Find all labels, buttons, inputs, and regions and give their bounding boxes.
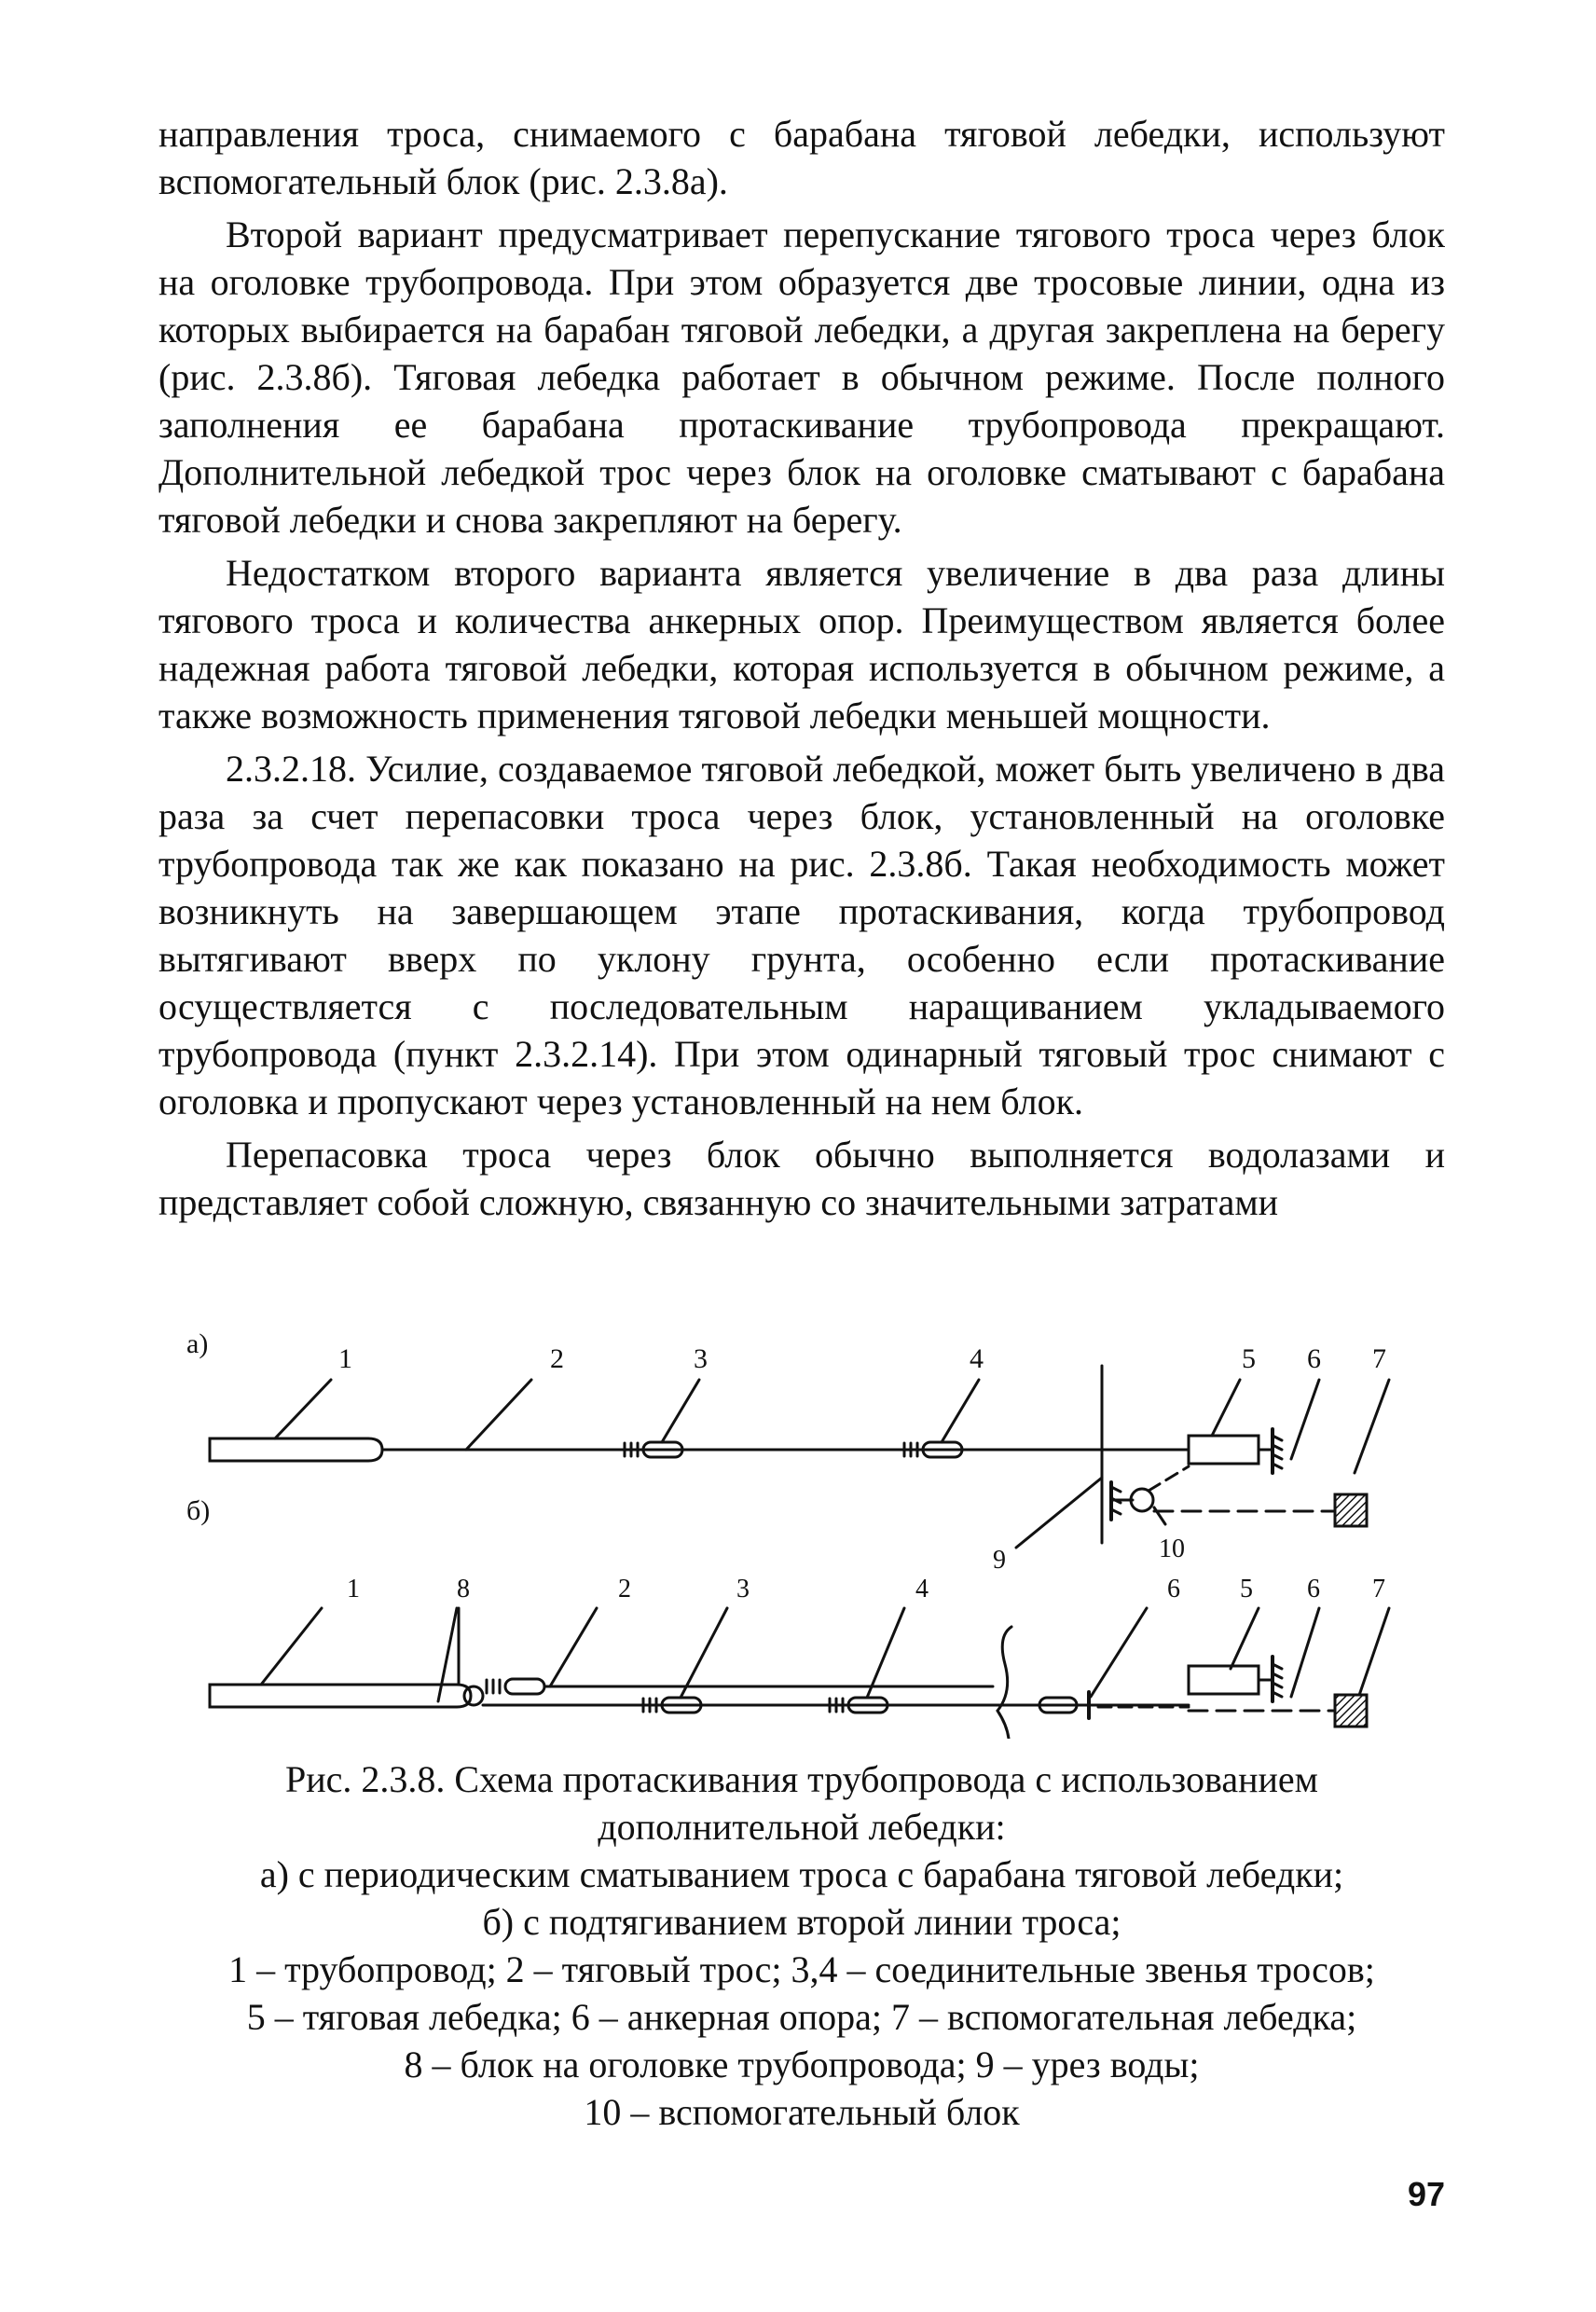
figure-caption [158,1755,1445,2136]
label-a: а) [186,1328,209,1359]
b-tow-winch [1189,1666,1259,1694]
b-water-edge [998,1627,1011,1739]
b-pipe-block [464,1686,483,1705]
b-num-4: 4 [915,1575,929,1603]
a-aux-winch [1335,1494,1367,1526]
a-num-4: 4 [970,1343,984,1374]
caption-line-4: б) с подтягиванием второй линии троса; [482,1901,1121,1943]
a-tow-winch [1189,1436,1259,1464]
a-num-1: 1 [338,1343,352,1374]
a-num-9: 9 [993,1546,1006,1575]
b-num-3: 3 [736,1575,750,1603]
figure-scheme [158,1300,1464,1739]
a-num-10: 10 [1159,1534,1185,1563]
caption-line-7: 8 – блок на оголовке трубопровода; 9 – урез воды; [404,2044,1200,2085]
b-link-upper [487,1679,544,1694]
paragraph-disadvantage: Недостатком второго варианта является увеличение в два раза длины тягового троса и количества анкерных опор. Преимуществом является более надежная работа тяговой лебедки, которая используется в обычном режиме, а также возможность применения тяговой лебедки меньшей мощности. [158,552,1445,736]
caption-line-6: 5 – тяговая лебедка; 6 – анкерная опора; 7 – вспомогательная лебедка; [246,1996,1357,2038]
a-aux-block [1111,1482,1153,1520]
caption-line-1: Рис. 2.3.8. Схема протаскивания трубопровода с использованием [285,1758,1318,1800]
b-num-6b: 6 [1307,1575,1320,1603]
a-num-3: 3 [694,1343,708,1374]
a-num-5: 5 [1242,1343,1256,1374]
b-num-8: 8 [457,1575,470,1603]
b-aux-winch [1335,1695,1367,1727]
b-num-6: 6 [1167,1575,1180,1603]
paragraph-repassing: Перепасовка троса через блок обычно выполняется водолазами и представляет собой сложную, связанную со значительными затратами [158,1134,1445,1223]
a-num-7: 7 [1372,1343,1386,1374]
a-pipeline [210,1438,382,1461]
body-text [158,110,1445,1226]
paragraph-2-3-2-18: 2.3.2.18. Усилие, создаваемое тяговой лебедкой, может быть увеличено в два раза за счет перепасовки троса через блок, установленный на оголовке трубопровода так же как показано на рис. 2.3.8б. Такая необходимость может возникнуть на завершающем этапе протаскивания, когда трубопровод вытягивают вверх по уклону грунта, особенно если протаскивание осуществляется с последовательным наращиванием укладываемого трубопровода (пункт 2.3.2.14). При этом одинарный тяговый трос снимают с оголовка и пропускают через установленный на нем блок. [158,748,1445,1122]
paragraph-continuation: направления троса, снимаемого с барабана тяговой лебедки, используют вспомогательный блок (рис. 2.3.8а). [158,113,1445,202]
b-pipeline [210,1685,471,1707]
caption-line-2: дополнительной лебедки: [598,1806,1006,1848]
label-b: б) [186,1495,211,1526]
caption-line-5: 1 – трубопровод; 2 – тяговый трос; 3,4 – соединительные звенья тросов; [228,1948,1375,1990]
caption-line-3: а) с периодическим сматыванием троса с барабана тяговой лебедки; [259,1853,1344,1895]
paragraph-second-variant: Второй вариант предусматривает перепускание тягового троса через блок на оголовке трубопровода. При этом образуется две тросовые линии, одна из которых выбирается на барабан тяговой лебедки, а другая закреплена на берегу (рис. 2.3.8б). Тяговая лебедка работает в обычном режиме. После полного заполнения ее барабана протаскивание трубопровода прекращают. Дополнительной лебедкой трос через блок на оголовке сматывают с барабана тяговой лебедки и снова закрепляют на берегу. [158,213,1445,541]
page-number: 97 [1407,2175,1445,2213]
a-num-6: 6 [1307,1343,1321,1374]
b-num-7: 7 [1372,1575,1385,1603]
b-num-5: 5 [1240,1575,1253,1603]
b-num-1: 1 [347,1575,360,1603]
b-num-2: 2 [618,1575,631,1603]
caption-line-8: 10 – вспомогательный блок [584,2091,1020,2133]
a-num-2: 2 [550,1343,564,1374]
